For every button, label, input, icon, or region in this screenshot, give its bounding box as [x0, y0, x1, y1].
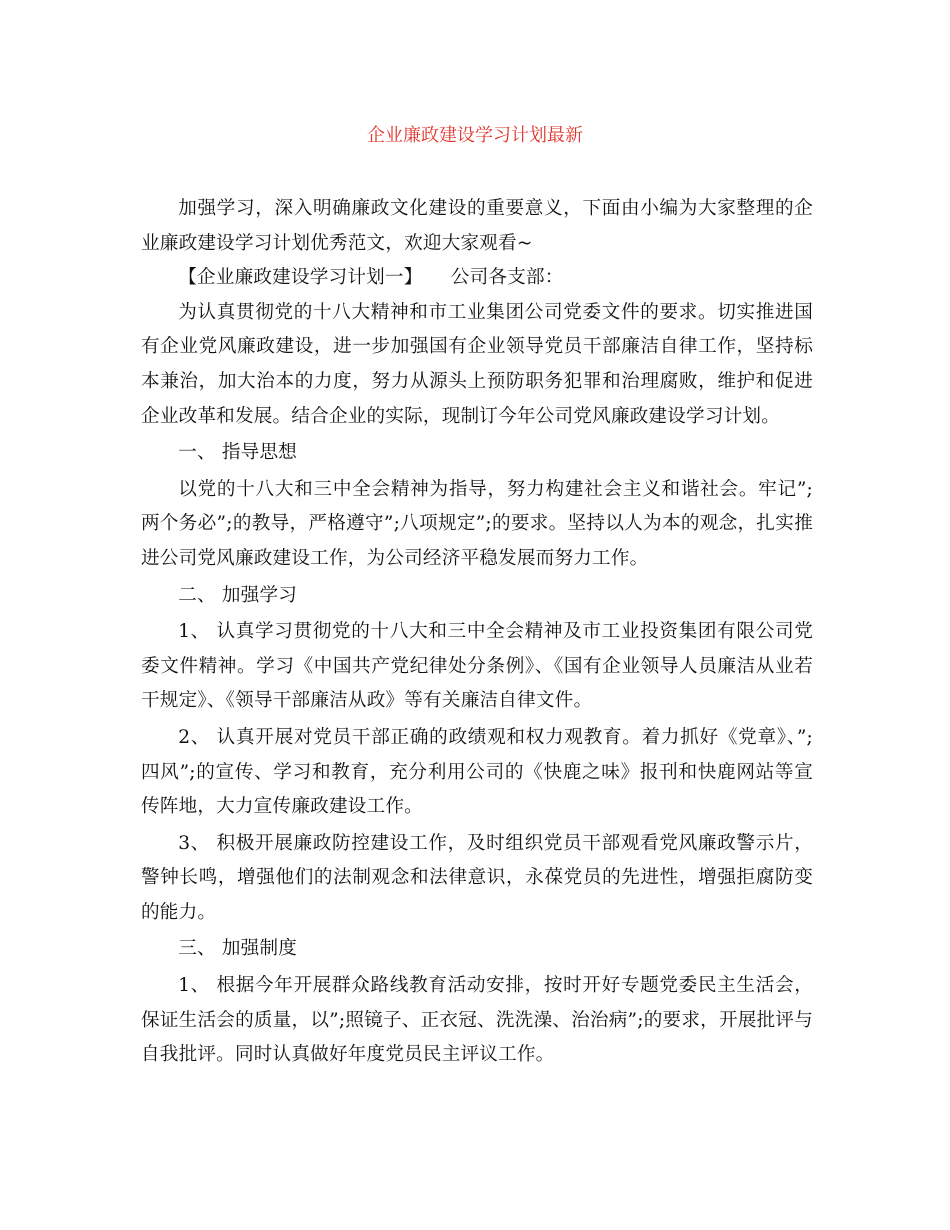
purpose-paragraph: 为认真贯彻党的十八大精神和市工业集团公司党委文件的要求。切实推进国有企业党风廉政建设，进一步加强国有企业领导党员干部廉洁自律工作，坚持标本兼治，加大治本的力度，努力从源头上预防职务犯罪和治理腐败，维护和促进企业改革和发展。结合企业的实际，现制订今年公司党风廉政建设学习计划。: [141, 301, 813, 427]
guiding-thought-paragraph: 以党的十八大和三中全会精神为指导，努力构建社会主义和谐社会。牢记”;两个务必”;的教导，严格遵守”;八项规定”;的要求。坚持以人为本的观念，扎实推进公司党风廉政建设工作，为公司经济平稳发展而努力工作。: [141, 478, 813, 569]
study-item-3: 3、 积极开展廉政防控建设工作，及时组织党员干部观看党风廉政警示片，警钟长鸣，增强他们的法制观念和法律意识，永葆党员的先进性，增强拒腐防变的能力。: [141, 832, 813, 923]
section-heading-strengthen-study: 二、 加强学习: [178, 584, 298, 606]
study-item-2: 2、 认真开展对党员干部正确的政绩观和权力观教育。着力抓好《党章》、”;四风”;的宣传、学习和教育，充分利用公司的《快鹿之味》报刊和快鹿网站等宣传阵地，大力宣传廉政建设工作。: [141, 726, 813, 818]
study-item-1: 1、 认真学习贯彻党的十八大和三中全会精神及市工业投资集团有限公司党委文件精神。学习《中国共产党纪律处分条例》、《国有企业领导人员廉洁从业若干规定》、《领导干部廉洁从政》等有关廉洁自律文件。: [141, 621, 813, 712]
system-item-1: 1、 根据今年开展群众路线教育活动安排，按时开好专题党委民主生活会，保证生活会的质量，以”;照镜子、正衣冠、洗洗澡、治治病”;的要求，开展批评与自我批评。同时认真做好年度党员民主评议工作。: [141, 975, 813, 1066]
plan-heading: 【企业廉政建设学习计划一】 公司各支部：: [178, 267, 564, 289]
section-heading-strengthen-system: 三、 加强制度: [178, 938, 298, 960]
section-heading-guiding-thought: 一、 指导思想: [178, 442, 298, 464]
intro-paragraph: 加强学习，深入明确廉政文化建设的重要意义，下面由小编为大家整理的企业廉政建设学习计划优秀范文，欢迎大家观看~: [141, 198, 813, 254]
document-title: 企业廉政建设学习计划最新: [367, 125, 583, 146]
document-body: [141, 192, 813, 1073]
